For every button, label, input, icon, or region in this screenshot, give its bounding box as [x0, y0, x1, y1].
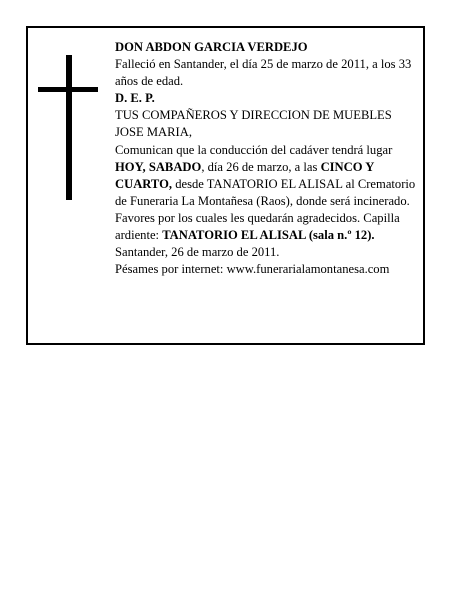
death-notice: Falleció en Santander, el día 25 de marzo de 2011, a los 33 años de edad.	[115, 57, 412, 89]
announcement-chapel: TANATORIO EL ALISAL (sala n.º 12).	[162, 228, 375, 243]
cross-horizontal-bar	[38, 87, 98, 92]
announcement-day: HOY, SABADO	[115, 159, 202, 174]
announcement-time: CINCO Y CUARTO,	[115, 159, 374, 191]
announcement-mid: , día 26 de marzo, a las	[201, 159, 321, 174]
rip-text: D. E. P.	[115, 91, 155, 106]
deceased-name: DON ABDON GARCIA VERDEJO	[115, 40, 308, 54]
announcement-intro: Comunican que la conducción del cadáver tendrá lugar	[115, 142, 393, 157]
announcement-rest: desde TANATORIO EL ALISAL al Crematorio de Funeraria La Montañesa (Raos), donde será incinerado. Favores por los cuales les quedarán agradecidos. Capilla ardiente:	[115, 176, 416, 243]
condolences-line: Pésames por internet: www.funerarialamontanesa.com	[115, 262, 390, 277]
latin-cross-icon	[38, 55, 98, 200]
obituary-text	[115, 39, 421, 278]
obituary-notice	[26, 26, 425, 345]
place-date: Santander, 26 de marzo de 2011.	[115, 245, 280, 260]
from-line: TUS COMPAÑEROS Y DIRECCION DE MUEBLES JOSE MARIA,	[115, 108, 392, 140]
announcement-paragraph	[115, 142, 421, 245]
cross-vertical-bar	[66, 55, 72, 200]
